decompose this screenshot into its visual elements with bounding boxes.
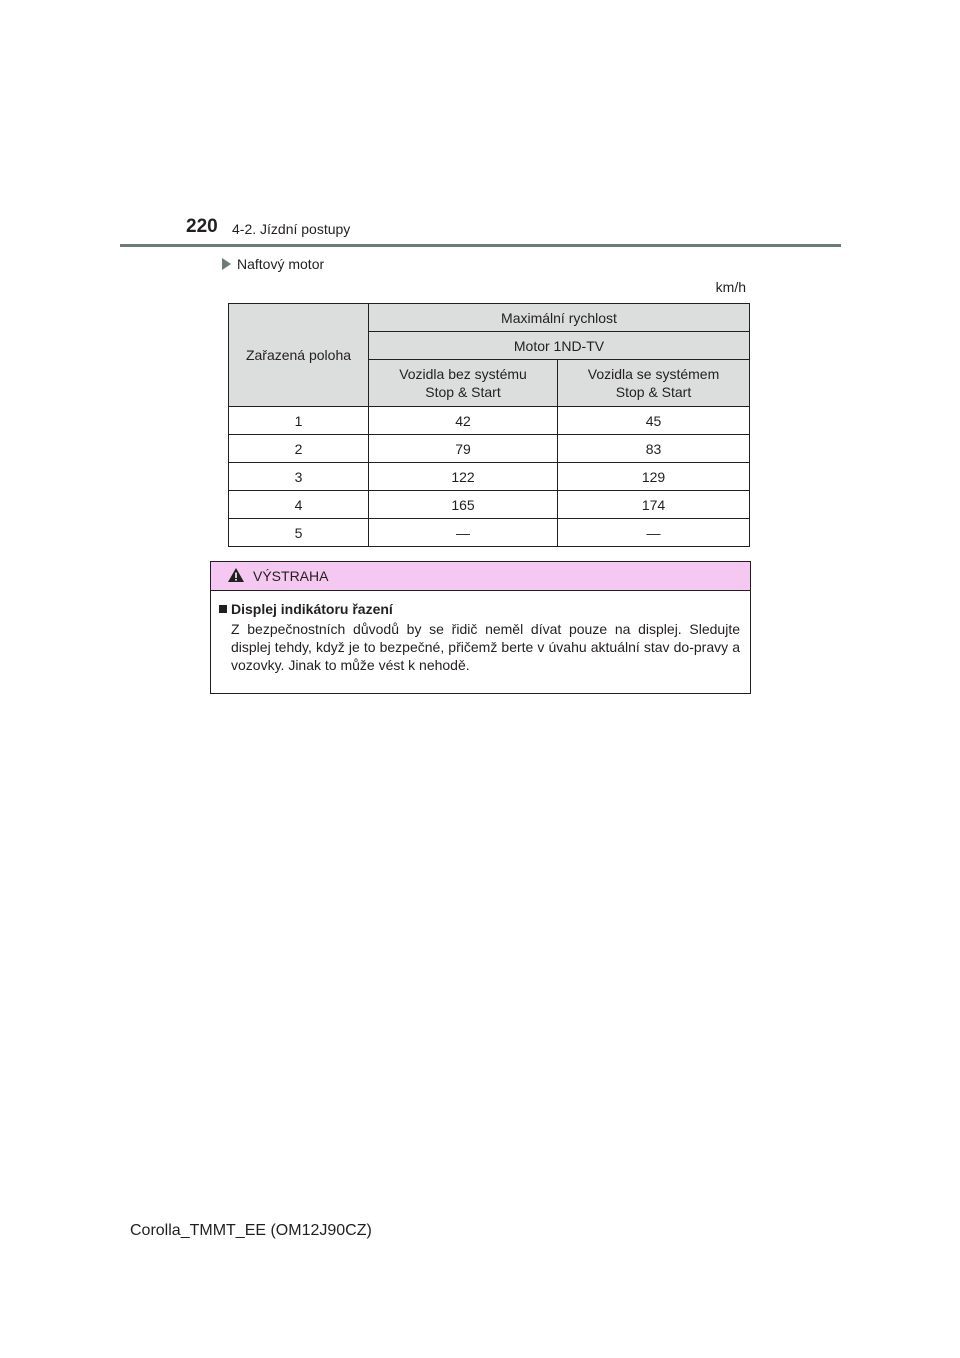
with-cell: — <box>558 519 750 547</box>
max-speed-table <box>228 303 750 547</box>
table-row <box>229 519 750 547</box>
section-heading <box>222 256 324 272</box>
gear-column-header: Zařazená poloha <box>229 304 369 407</box>
section-title: 4-2. Jízdní postupy <box>232 221 351 237</box>
with-cell: 129 <box>558 463 750 491</box>
gear-cell: 4 <box>229 491 369 519</box>
with-header-line1: Vozidla se systémem <box>587 366 720 382</box>
warning-header <box>211 562 750 591</box>
without-cell: 122 <box>369 463 558 491</box>
page-number: 220 <box>186 216 218 237</box>
gear-cell: 2 <box>229 435 369 463</box>
without-header-line1: Vozidla bez systému <box>399 366 527 382</box>
table-row <box>229 491 750 519</box>
gear-cell: 3 <box>229 463 369 491</box>
warning-text: Z bezpečnostních důvodů by se řidič neměl dívat pouze na displej. Sledujte displej tehdy, když je to bezpečné, přičemž berte v úvahu aktuální stav do-pravy a vozovky. Jinak to může vést k nehodě. <box>231 621 740 673</box>
with-header-line2: Stop & Start <box>615 384 692 400</box>
warning-subtitle-label: Displej indikátoru řazení <box>231 601 393 617</box>
with-cell: 174 <box>558 491 750 519</box>
without-cell: 165 <box>369 491 558 519</box>
warning-subtitle <box>219 601 740 617</box>
footer-document-id: Corolla_TMMT_EE (OM12J90CZ) <box>130 1222 372 1239</box>
without-header-line2: Stop & Start <box>425 384 501 400</box>
warning-box <box>210 561 751 694</box>
gear-cell: 1 <box>229 407 369 435</box>
max-speed-header: Maximální rychlost <box>369 304 750 332</box>
table-row <box>229 407 750 435</box>
without-cell: 42 <box>369 407 558 435</box>
without-cell: 79 <box>369 435 558 463</box>
warning-body <box>211 591 750 674</box>
unit-label: km/h <box>715 279 746 295</box>
triangle-bullet-icon <box>222 258 231 270</box>
table-row <box>229 435 750 463</box>
gear-cell: 5 <box>229 519 369 547</box>
warning-triangle-icon <box>227 567 245 586</box>
without-stop-start-header <box>369 360 558 407</box>
engine-header: Motor 1ND-TV <box>369 332 750 360</box>
header-divider <box>120 244 841 247</box>
table-row <box>229 463 750 491</box>
section-heading-label: Naftový motor <box>237 256 325 272</box>
square-bullet-icon <box>219 605 227 613</box>
without-cell: — <box>369 519 558 547</box>
with-stop-start-header <box>558 360 750 407</box>
warning-title: VÝSTRAHA <box>253 568 329 584</box>
with-cell: 83 <box>558 435 750 463</box>
with-cell: 45 <box>558 407 750 435</box>
